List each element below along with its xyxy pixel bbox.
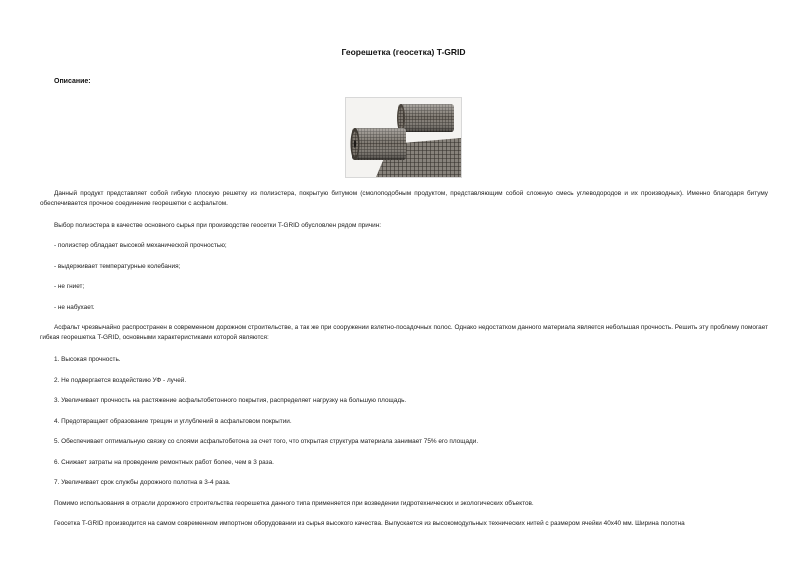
reason-item: - не гниет; bbox=[54, 283, 85, 290]
feature-item: 1. Высокая прочность. bbox=[54, 356, 121, 363]
usage-paragraph: Помимо использования в отрасли дорожного строительства георешетка данного типа применяется при возведении гидротехнических и экологических объектов. bbox=[54, 500, 534, 507]
feature-item: 7. Увеличивает срок службы дорожного полотна в 3-4 раза. bbox=[54, 479, 231, 486]
reason-intro-paragraph: Выбор полиэстера в качестве основного сырья при производстве геосетки T-GRID обусловлен рядом причин: bbox=[54, 222, 382, 229]
reason-item: - выдерживает температурные колебания; bbox=[54, 263, 181, 270]
feature-item: 6. Снижает затраты на проведение ремонтных работ более, чем в 3 раза. bbox=[54, 459, 274, 466]
feature-item: 5. Обеспечивает оптимальную связку со слоями асфальтобетона за счет того, что открытая структура материала занимает 75% его площади. bbox=[54, 438, 479, 445]
reason-item: - полиэстер обладает высокой механической прочностью; bbox=[54, 242, 227, 249]
feature-item: 3. Увеличивает прочность на растяжение асфальтобетонного покрытия, распределяет нагрузку на большую площадь. bbox=[54, 397, 407, 404]
reason-item: - не набухает. bbox=[54, 304, 95, 311]
document-title: Георешетка (геосетка) T-GRID bbox=[341, 47, 466, 57]
product-image bbox=[345, 97, 462, 178]
production-paragraph: Геосетка T-GRID производится на самом современном импортном оборудовании из сырья высокого качества. Выпускается из высокомодульных технических нитей с размером ячейки 40х40 мм. Ширина полотна bbox=[54, 520, 685, 527]
section-label-description: Описание: bbox=[54, 78, 91, 85]
geogrid-rolls-illustration bbox=[346, 98, 461, 177]
feature-item: 4. Предотвращает образование трещин и углублений в асфальтовом покрытии. bbox=[54, 418, 292, 425]
asphalt-paragraph: Асфальт чрезвычайно распространен в современном дорожном строительстве, а так же при сооружении взлетно-посадочных полос. Однако недостатком данного материала является небольшая прочность. Решить эту проблему помогает гибкая георешетка T-GRID, основными характеристиками которой являются: bbox=[40, 324, 768, 341]
feature-item: 2. Не подвергается воздействию УФ - лучей. bbox=[54, 377, 187, 384]
intro-paragraph: Данный продукт представляет собой гибкую плоскую решетку из полиэстера, покрытую битумом (смолоподобным продуктом, представляющим собой сложную смесь углеводородов и их производных). Именно благодаря битуму обеспечивается прочное соединение георешетки с асфальтом. bbox=[40, 190, 768, 207]
